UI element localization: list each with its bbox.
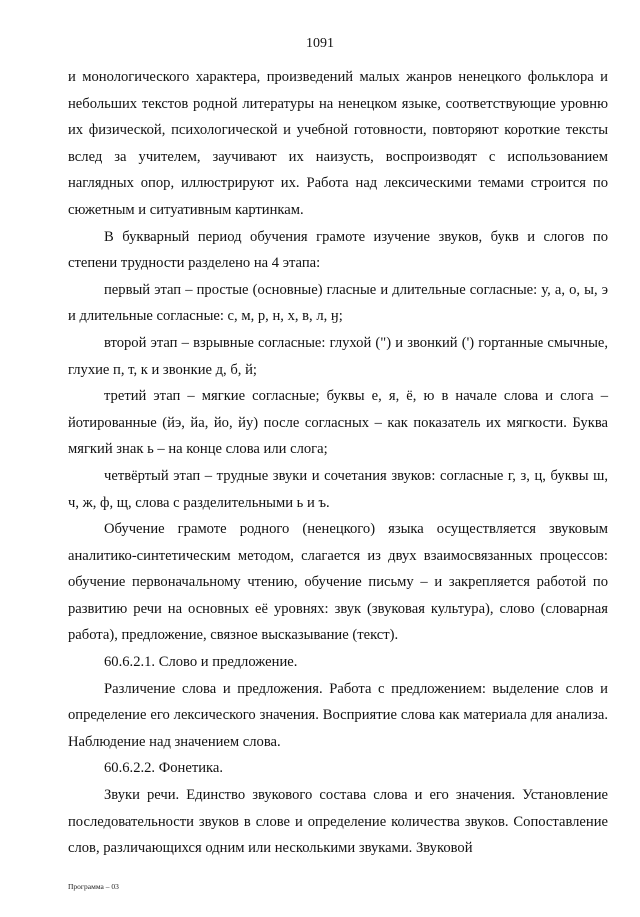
paragraph: и монологического характера, произведений малых жанров ненецкого фольклора и небольших текстов родной литературы на ненецком языке, соответствующие уровню их физической, психологической и учебной готовности, повторяют короткие тексты вслед за учителем, заучивают их наизусть, воспроизводят с использованием наглядных опор, иллюстрируют их. Работа над лексическими темами строится по сюжетным и ситуативным картинкам. [68,69,608,218]
document-body [68,64,608,862]
footer-label: Программа – 03 [68,882,119,891]
section-heading: 60.6.2.2. Фонетика. [104,760,224,777]
paragraph: первый этап – простые (основные) гласные и длительные согласные: у, а, о, ы, э и длительные согласные: с, м, р, н, х, в, л, ӈ; [68,281,608,325]
paragraph: В букварный период обучения грамоте изучение звуков, букв и слогов по степени трудности разделено на 4 этапа: [68,228,608,272]
paragraph: Звуки речи. Единство звукового состава слова и его значения. Установление последовательности звуков в слове и определение количества звуков. Сопоставление слов, различающихся одним или несколькими звуками. Звуковой [68,787,608,857]
page-number: 1091 [306,36,334,51]
section-heading: 60.6.2.1. Слово и предложение. [104,654,298,671]
paragraph: Различение слова и предложения. Работа с предложением: выделение слов и определение его лексического значения. Восприятие слова как материала для анализа. Наблюдение над значением слова. [68,680,608,750]
paragraph: Обучение грамоте родного (ненецкого) языка осуществляется звуковым аналитико-синтетическим методом, слагается из двух взаимосвязанных процессов: обучение первоначальному чтению, обучение письму – и закрепляется работой по развитию речи на основных её уровнях: звук (звуковая культура), слово (словарная работа), предложение, связное высказывание (текст). [68,521,608,644]
paragraph: третий этап – мягкие согласные; буквы е, я, ё, ю в начале слова и слога – йотированные (йэ, йа, йо, йу) после согласных – как показатель их мягкости. Буква мягкий знак ь – на конце слова или слога; [68,388,608,458]
paragraph: второй этап – взрывные согласные: глухой (") и звонкий (') гортанные смычные, глухие п, т, к и звонкие д, б, й; [68,334,608,378]
paragraph: четвёртый этап – трудные звуки и сочетания звуков: согласные г, з, ц, буквы ш, ч, ж, ф, щ, слова с разделительными ь и ъ. [68,467,608,511]
